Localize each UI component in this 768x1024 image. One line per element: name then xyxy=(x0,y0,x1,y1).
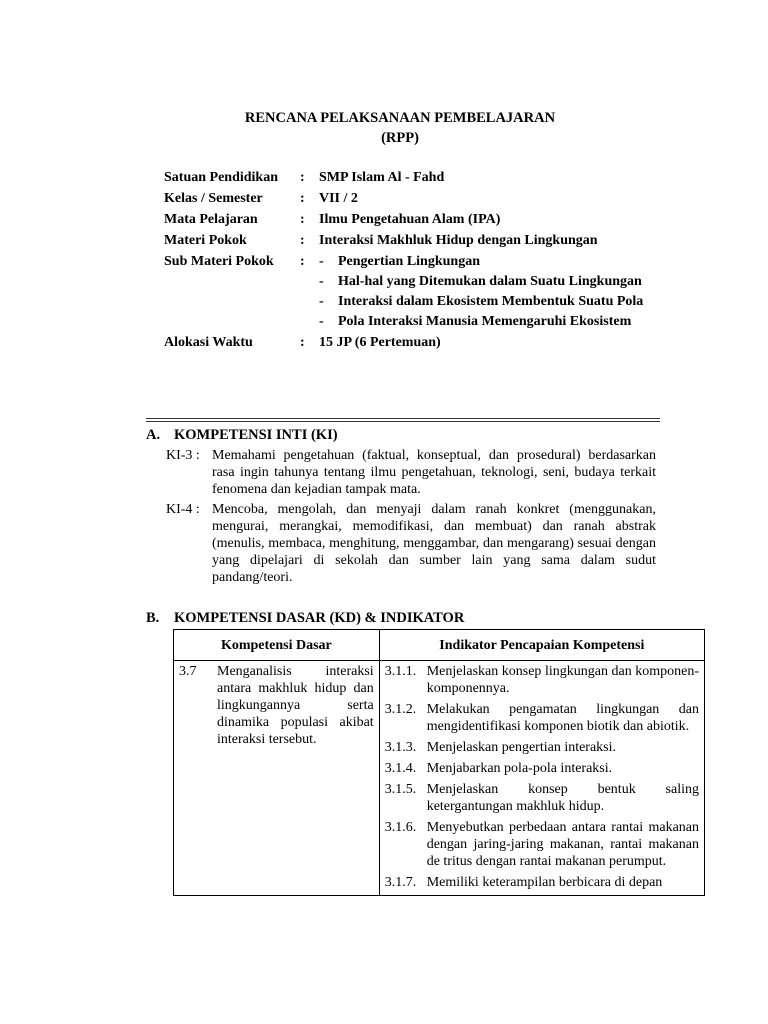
info-value: Ilmu Pengetahuan Alam (IPA) xyxy=(319,212,501,227)
info-row-kelas xyxy=(164,189,684,210)
bullet-dash: - xyxy=(319,314,324,329)
table-header: Indikator Pencapaian Kompetensi xyxy=(379,630,704,661)
kd-table xyxy=(173,629,705,896)
indicator-text: Menjabarkan pola-pola interaksi. xyxy=(426,761,613,776)
indicator-item xyxy=(381,780,703,815)
list-item xyxy=(319,273,684,290)
indicator-item xyxy=(381,700,703,735)
ki-text: Mencoba, mengolah, dan menyaji dalam ranah konkret (menggunakan, mengurai, merangkai, memodifikasi, dan membuat) dan ranah abstrak (menulis, membaca, menghitung, menggambar, dan mengarang) sesuai dengan yang dipelajari di sekolah dan sumber lain yang sama dalam sudut pandang/teori. xyxy=(212,502,656,585)
table-header-row xyxy=(174,630,705,661)
info-label: Satuan Pendidikan xyxy=(164,170,278,185)
indicator-item xyxy=(381,818,703,870)
indicator-text: Menjelaskan konsep bentuk saling ketergantungan makhluk hidup. xyxy=(426,782,699,814)
info-label: Alokasi Waktu xyxy=(164,335,253,350)
indicator-number: 3.1.3. xyxy=(384,740,417,755)
sub-materi-list xyxy=(319,253,684,333)
indicator-number: 3.1.1. xyxy=(384,664,417,679)
indicator-text: Menjelaskan pengertian interaksi. xyxy=(426,740,617,755)
table-cell xyxy=(379,661,704,896)
info-colon: : xyxy=(300,254,305,269)
ki-code: KI-4 : xyxy=(166,502,200,517)
table-row xyxy=(174,661,705,896)
info-row-sub-materi xyxy=(164,252,684,333)
table-cell xyxy=(174,661,380,896)
kd-number: 3.7 xyxy=(179,664,197,679)
list-item xyxy=(319,313,684,330)
info-value: Interaksi Makhluk Hidup dengan Lingkungan xyxy=(319,233,598,248)
indicator-text: Menyebutkan perbedaan antara rantai makanan dengan jaring-jaring makanan, rantai makanan de tritus dengan rantai makanan perumput. xyxy=(426,820,699,869)
bullet-dash: - xyxy=(319,294,324,309)
identity-block xyxy=(164,168,684,354)
info-value: 15 JP (6 Pertemuan) xyxy=(319,335,441,350)
indicator-number: 3.1.4. xyxy=(384,761,417,776)
bullet-dash: - xyxy=(319,274,324,289)
title-line-2: (RPP) xyxy=(381,130,419,146)
info-label: Sub Materi Pokok xyxy=(164,254,274,269)
section-title: KOMPETENSI INTI (KI) xyxy=(174,427,338,443)
info-colon: : xyxy=(300,233,305,248)
info-colon: : xyxy=(300,170,305,185)
indicator-item xyxy=(381,873,703,891)
info-row-materi xyxy=(164,231,684,252)
bullet-dash: - xyxy=(319,254,324,269)
section-a-heading xyxy=(146,427,338,444)
table-header: Kompetensi Dasar xyxy=(174,630,380,661)
info-colon: : xyxy=(300,212,305,227)
indicator-text: Menjelaskan konsep lingkungan dan komponen- komponennya. xyxy=(426,664,699,696)
indicator-text: Melakukan pengamatan lingkungan dan mengidentifikasi komponen biotik dan abiotik. xyxy=(426,702,699,734)
title-line-1: RENCANA PELAKSANAAN PEMBELAJARAN xyxy=(244,110,556,126)
kd-text: Menganalisis interaksi antara makhluk hidup dan lingkungannya serta dinamika populasi akibat interaksi tersebut. xyxy=(217,664,374,747)
info-value: SMP Islam Al - Fahd xyxy=(319,170,445,185)
list-item xyxy=(166,501,656,586)
indicator-number: 3.1.5. xyxy=(384,782,417,797)
ki-list xyxy=(166,447,656,589)
info-label: Materi Pokok xyxy=(164,233,247,248)
info-row-alokasi xyxy=(164,333,684,354)
section-letter: B. xyxy=(146,610,160,626)
indicator-number: 3.1.6. xyxy=(384,820,417,835)
list-item xyxy=(319,293,684,310)
info-row-satuan xyxy=(164,168,684,189)
sub-materi-text: Pengertian Lingkungan xyxy=(338,254,480,269)
indicator-number: 3.1.7. xyxy=(384,875,417,890)
info-label: Mata Pelajaran xyxy=(164,212,258,227)
list-item xyxy=(166,447,656,498)
indicator-number: 3.1.2. xyxy=(384,702,417,717)
info-colon: : xyxy=(300,335,305,350)
section-title: KOMPETENSI DASAR (KD) & INDIKATOR xyxy=(174,610,465,626)
kd-entry xyxy=(175,662,378,749)
document-title xyxy=(0,108,768,148)
indicator-item xyxy=(381,759,703,777)
info-value: VII / 2 xyxy=(319,191,358,206)
section-letter: A. xyxy=(146,427,161,443)
section-b-heading xyxy=(146,610,464,627)
sub-materi-text: Hal-hal yang Ditemukan dalam Suatu Lingkungan xyxy=(338,274,642,289)
divider-line xyxy=(146,421,660,422)
list-item xyxy=(319,253,684,270)
indicator-text: Memiliki keterampilan berbicara di depan xyxy=(426,875,663,890)
info-colon: : xyxy=(300,191,305,206)
info-row-mapel xyxy=(164,210,684,231)
divider-line xyxy=(146,418,660,419)
info-label: Kelas / Semester xyxy=(164,191,263,206)
sub-materi-text: Interaksi dalam Ekosistem Membentuk Suatu Pola xyxy=(338,294,644,309)
ki-code: KI-3 : xyxy=(166,448,200,463)
indicator-item xyxy=(381,662,703,697)
sub-materi-text: Pola Interaksi Manusia Memengaruhi Ekosistem xyxy=(338,314,632,329)
ki-text: Memahami pengetahuan (faktual, konseptual, dan prosedural) berdasarkan rasa ingin tahunya tentang ilmu pengetahuan, teknologi, seni, budaya terkait fenomena dan kejadian tampak mata. xyxy=(212,448,656,497)
indicator-item xyxy=(381,738,703,756)
